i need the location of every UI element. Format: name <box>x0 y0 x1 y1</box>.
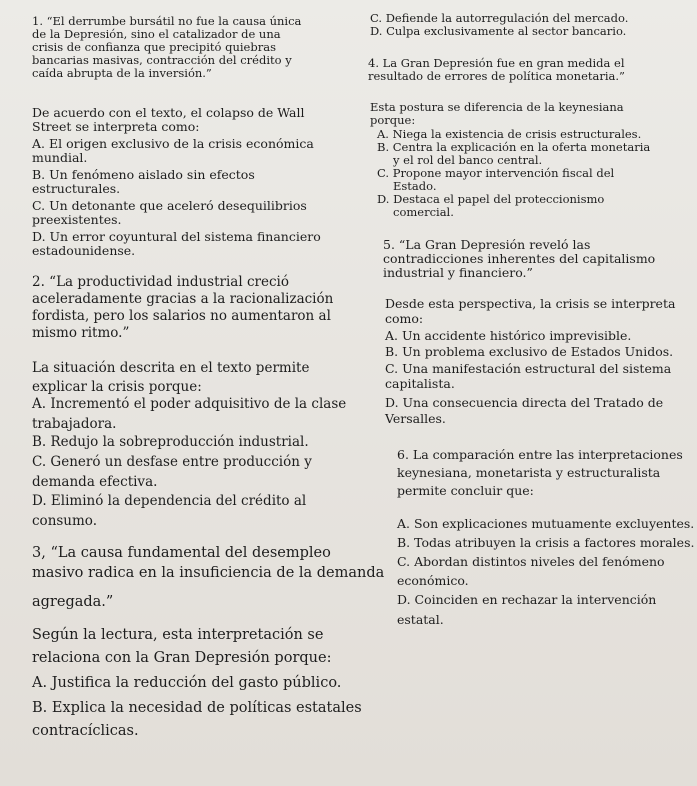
q1-option-c-line-2: preexistentes. <box>32 212 122 227</box>
q5-text-line-1: 5. “La Gran Depresión reveló las <box>383 237 591 252</box>
q4-option-a[interactable]: A. Niega la existencia de crisis estructurales. <box>377 127 642 141</box>
q2-text-line-2: aceleradamente gracias a la racionalización <box>32 291 334 307</box>
q1-option-d-line-2: estadounidense. <box>32 243 136 258</box>
q6-option-a[interactable]: A. Son explicaciones mutuamente excluyentes. <box>397 516 695 531</box>
q2-prompt-line-1: La situación descrita en el texto permite <box>32 360 310 376</box>
q4-text-line-2: resultado de errores de política monetaria.” <box>368 69 625 83</box>
q1-option-b-line-2: estructurales. <box>32 181 121 196</box>
q5-option-d-line-1[interactable]: D. Una consecuencia directa del Tratado de <box>385 395 664 410</box>
q4-prompt-line-2: porque: <box>370 113 416 127</box>
q6-text-line-3: permite concluir que: <box>397 483 534 498</box>
q2-option-d-line-1[interactable]: D. Eliminó la dependencia del crédito al <box>32 493 307 509</box>
q3-option-b-line-1[interactable]: B. Explica la necesidad de políticas estatales <box>32 700 362 716</box>
q4-option-b-line-1[interactable]: B. Centra la explicación en la oferta monetaria <box>377 140 651 154</box>
q2-text-line-1: 2. “La productividad industrial creció <box>32 274 289 290</box>
q5-text-line-2: contradicciones inherentes del capitalismo <box>383 251 656 266</box>
q1-text-line-3: crisis de confianza que precipitó quiebras <box>32 40 276 54</box>
q4-option-c-line-2: Estado. <box>393 179 437 193</box>
q5-option-a[interactable]: A. Un accidente histórico imprevisible. <box>385 328 632 343</box>
q1-option-b-line-1[interactable]: B. Un fenómeno aislado sin efectos <box>32 167 255 182</box>
q6-text-line-1: 6. La comparación entre las interpretaciones <box>397 447 683 462</box>
q1-option-a-line-1[interactable]: A. El origen exclusivo de la crisis económica <box>32 136 314 151</box>
q4-option-c-line-1[interactable]: C. Propone mayor intervención fiscal del <box>377 166 615 180</box>
q1-prompt-line-1: De acuerdo con el texto, el colapso de Wall <box>32 105 305 120</box>
q3-text-line-2: masivo radica en la insuficiencia de la demanda <box>32 565 385 581</box>
q2-text-line-3: fordista, pero los salarios no aumentaron al <box>32 308 331 324</box>
q1-option-c-right[interactable]: C. Defiende la autorregulación del mercado. <box>370 11 629 25</box>
q1-option-a-line-2: mundial. <box>32 150 88 165</box>
q2-option-a-line-2: trabajadora. <box>32 416 117 432</box>
q6-option-b[interactable]: B. Todas atribuyen la crisis a factores morales. <box>397 535 695 550</box>
q1-text-line-1: 1. “El derrumbe bursátil no fue la causa única <box>32 14 302 28</box>
q1-text-line-5: caída abrupta de la inversión.” <box>32 66 212 80</box>
q5-prompt-line-2: como: <box>385 311 424 326</box>
q3-text-line-3: agregada.” <box>32 594 114 610</box>
q2-option-c-line-1[interactable]: C. Generó un desfase entre producción y <box>32 454 312 470</box>
q1-option-c-line-1[interactable]: C. Un detonante que aceleró desequilibrios <box>32 198 307 213</box>
q4-option-d-line-2: comercial. <box>393 205 454 219</box>
q2-option-c-line-2: demanda efectiva. <box>32 474 158 490</box>
q6-option-d-line-2: estatal. <box>397 612 444 627</box>
q6-option-d-line-1[interactable]: D. Coinciden en rechazar la intervención <box>397 592 657 607</box>
q3-option-b-line-2: contracíclicas. <box>32 723 139 739</box>
q1-text-line-2: de la Depresión, sino el catalizador de una <box>32 27 281 41</box>
q2-option-a-line-1[interactable]: A. Incrementó el poder adquisitivo de la clase <box>32 396 347 412</box>
q1-prompt-line-2: Street se interpreta como: <box>32 119 200 134</box>
q5-option-c-line-2: capitalista. <box>385 376 455 391</box>
q5-option-b[interactable]: B. Un problema exclusivo de Estados Unidos. <box>385 344 674 359</box>
q2-option-b[interactable]: B. Redujo la sobreproducción industrial. <box>32 434 309 450</box>
q1-option-d-right[interactable]: D. Culpa exclusivamente al sector bancario. <box>370 24 627 38</box>
q6-option-c-line-1[interactable]: C. Abordan distintos niveles del fenómeno <box>397 554 665 569</box>
q1-option-d-line-1[interactable]: D. Un error coyuntural del sistema financiero <box>32 229 321 244</box>
q3-option-a[interactable]: A. Justifica la reducción del gasto público. <box>32 675 342 691</box>
q6-text-line-2: keynesiana, monetarista y estructuralista <box>397 465 661 480</box>
q5-option-c-line-1[interactable]: C. Una manifestación estructural del sistema <box>385 361 672 376</box>
q5-option-d-line-2: Versalles. <box>385 411 446 426</box>
q5-prompt-line-1: Desde esta perspectiva, la crisis se interpreta <box>385 296 676 311</box>
q2-text-line-4: mismo ritmo.” <box>32 325 130 341</box>
q3-text-line-1: 3, “La causa fundamental del desempleo <box>32 545 331 561</box>
q4-option-b-line-2: y el rol del banco central. <box>393 153 543 167</box>
q2-option-d-line-2: consumo. <box>32 513 97 529</box>
q6-option-c-line-2: económico. <box>397 573 469 588</box>
q5-text-line-3: industrial y financiero.” <box>383 265 533 280</box>
q4-prompt-line-1: Esta postura se diferencia de la keynesiana <box>370 100 624 114</box>
q4-option-d-line-1[interactable]: D. Destaca el papel del proteccionismo <box>377 192 605 206</box>
q3-prompt-line-1: Según la lectura, esta interpretación se <box>32 627 324 643</box>
q4-text-line-1: 4. La Gran Depresión fue en gran medida el <box>368 56 625 70</box>
q2-prompt-line-2: explicar la crisis porque: <box>32 379 202 395</box>
q1-text-line-4: bancarias masivas, contracción del crédito y <box>32 53 292 67</box>
q3-prompt-line-2: relaciona con la Gran Depresión porque: <box>32 650 332 666</box>
